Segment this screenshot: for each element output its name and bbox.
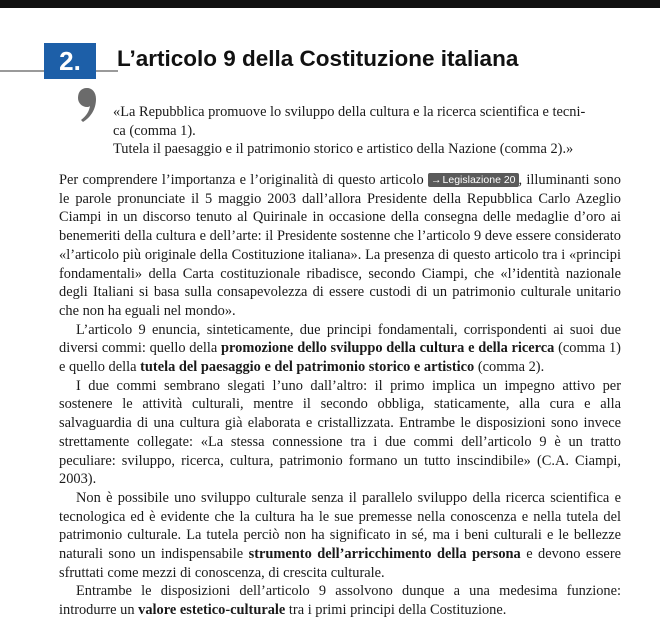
article-body: [59, 171, 621, 620]
paragraph-text: Per comprendere l’importanza e l’originalità di questo articolo: [59, 172, 429, 188]
bold-phrase: strumento dell’arricchimento della persona: [248, 546, 521, 563]
quote-line: ca (comma 1).: [113, 122, 196, 139]
bold-phrase: valore estetico-culturale: [138, 602, 286, 619]
arrow-right-icon: →: [431, 174, 442, 186]
paragraph-1: [59, 171, 621, 321]
bold-phrase: tutela del paesaggio e del patrimonio storico e artistico: [140, 359, 475, 376]
opening-quote-icon: [78, 88, 96, 122]
paragraph-3: [59, 377, 621, 489]
bold-phrase: promozione dello sviluppo della cultura e della ricerca: [221, 340, 555, 357]
quote-line: «La Repubblica promuove lo sviluppo della cultura e la ricerca scientifica e tecni-: [113, 104, 586, 120]
paragraph-text: (comma 1) e quello della: [59, 340, 621, 376]
article-quote: [113, 103, 618, 159]
paragraph-text: e devono essere sfruttati come mezzi di conoscenza, di crescita culturale.: [59, 546, 621, 581]
paragraph-text: Entrambe le disposizioni dell’articolo 9 assolvono dunque a una medesima funzione: introdurre un: [59, 583, 621, 619]
paragraph-5: [59, 582, 621, 619]
paragraph-4: [59, 489, 621, 583]
paragraph-text: I due commi sembrano slegati l’uno dall’altro: il primo implica un impegno attivo per sostenere le attività culturali, mentre il secondo obbliga, staticamente, alla cura e alla salvaguardia di una cultura già elaborata e cristallizzata. Entrambe le disposizioni sono invece strettamente collegate: «La stessa connessione tra i due commi dell’articolo 9 è un tratto peculiare: sviluppo, ricerca, cultura, patrimonio formano un tutto inscindibile» (C.A. Ciampi, 2003).: [59, 377, 621, 488]
legislazione-ref-link[interactable]: [428, 173, 518, 187]
section-title: L’articolo 9 della Costituzione italiana: [117, 46, 519, 71]
quote-line: Tutela il paesaggio e il patrimonio storico e artistico della Nazione (comma 2).»: [113, 141, 574, 158]
paragraph-text: L’articolo 9 enuncia, sinteticamente, due principi fondamentali, corrispondenti ai suoi due diversi commi: quello della: [59, 321, 621, 357]
paragraph-text: tra i primi principi della Costituzione.: [285, 602, 507, 619]
paragraph-text: (comma 2).: [474, 359, 545, 376]
paragraph-text: Non è possibile uno sviluppo culturale senza il parallelo sviluppo della ricerca scientifica e tecnologica ed è evidente che la cultura ha le sue premesse nella conoscenza e nella tutela del patrimonio culturale. La tutela perciò non ha significato in sé, ma i beni culturali e le bellezze naturali sono un indispensabile: [59, 489, 621, 563]
paragraph-text: , illuminanti sono le parole pronunciate il 5 maggio 2003 dall’allora Presidente della Repubblica Carlo Azeglio Ciampi in un discorso tenuto al Quirinale in occasione della consegna delle medaglie d’oro ai benemeriti della cultura e dell’arte: il Presidente sostenne che l’articolo 9 deve essere considerato «l’articolo più originale della Costituzione italiana». La presenza di questo articolo tra i «principi fondamentali» della Carta costituzionale ribadisce, secondo Ciampi, che «l’identità nazionale degli Italiani si basa sulla consapevolezza di essere custodi di un patrimonio culturale unitario che non ha eguali nel mondo».: [59, 172, 621, 319]
top-border: [0, 0, 660, 8]
paragraph-2: [59, 321, 621, 377]
ref-label: Legislazione 20: [442, 174, 516, 186]
section-number: 2.: [44, 43, 96, 79]
